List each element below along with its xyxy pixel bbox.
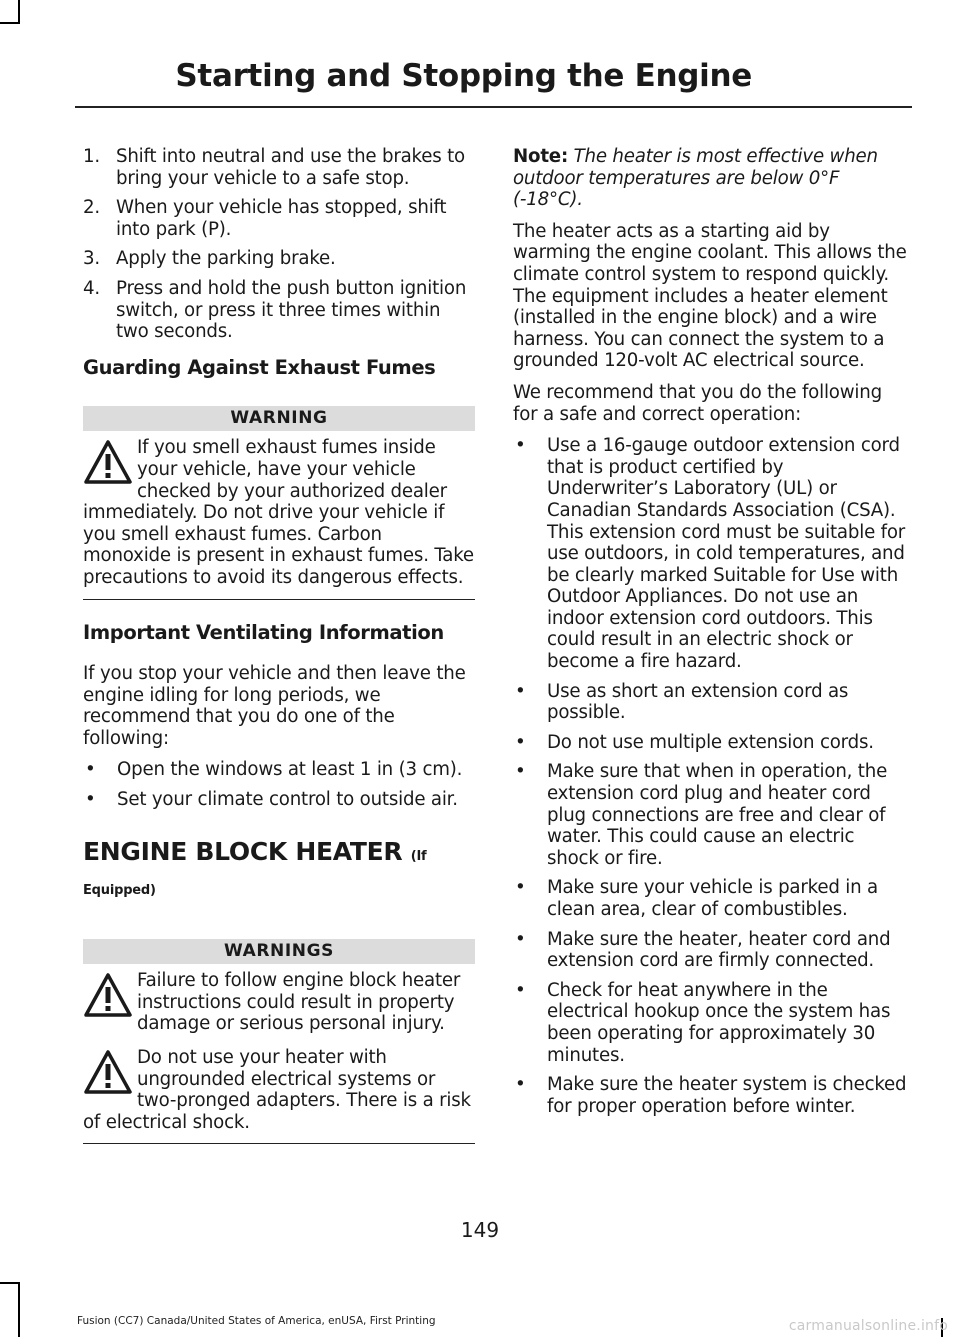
warning-box bbox=[83, 437, 475, 588]
bullet-icon: • bbox=[85, 759, 96, 781]
list-item bbox=[513, 980, 909, 1066]
step-number: 2. bbox=[83, 197, 100, 219]
warning-header: WARNING bbox=[83, 406, 475, 431]
list-item bbox=[83, 146, 475, 189]
heading-qualifier-continued: Equipped) bbox=[83, 882, 156, 898]
warning-divider bbox=[83, 599, 475, 600]
step-number: 1. bbox=[83, 146, 100, 167]
list-item-text: Make sure the heater system is checked for proper operation before winter. bbox=[547, 1074, 907, 1117]
step-text: When your vehicle has stopped, shift into park (P). bbox=[116, 197, 447, 240]
list-item bbox=[513, 877, 909, 920]
heading-text: ENGINE BLOCK HEATER bbox=[83, 836, 403, 866]
bullet-icon: • bbox=[515, 680, 526, 702]
heading-qualifier: (If bbox=[410, 848, 427, 864]
note bbox=[513, 146, 909, 211]
step-number: 3. bbox=[83, 248, 100, 270]
crop-mark bbox=[18, 1282, 20, 1337]
recommendation-intro: We recommend that you do the following for a safe and correct operation: bbox=[513, 381, 882, 425]
ventilating-intro: If you stop your vehicle and then leave the engine idling for long periods, we recommend that you do one of the following: bbox=[83, 663, 466, 749]
ventilating-list bbox=[83, 759, 475, 810]
warning-text: Failure to follow engine block heater instructions could result in property damage or serious personal injury. bbox=[137, 970, 461, 1035]
step-number: 4. bbox=[83, 277, 100, 299]
crop-mark bbox=[18, 0, 20, 24]
list-item-text: Make sure that when in operation, the extension cord plug and heater cord plug connections are free and clear of water. This could cause an electric shock or fire. bbox=[547, 761, 888, 869]
list-item bbox=[83, 248, 475, 270]
stop-steps-list bbox=[83, 146, 475, 343]
warning-box bbox=[83, 970, 475, 1035]
list-item-text: Open the windows at least 1 in (3 cm). bbox=[117, 759, 463, 781]
note-label: Note: bbox=[513, 146, 569, 167]
list-item-text: Use as short an extension cord as possible. bbox=[547, 680, 849, 724]
page-number: 149 bbox=[460, 1218, 500, 1242]
bullet-icon: • bbox=[515, 761, 526, 783]
list-item bbox=[83, 278, 475, 343]
list-item-text: Make sure the heater, heater cord and extension cord are firmly connected. bbox=[547, 928, 891, 972]
warning-divider bbox=[83, 1143, 475, 1144]
note-text: The heater is most effective when outdoor temperatures are below 0°F (-18°C). bbox=[513, 146, 878, 211]
right-column bbox=[513, 146, 909, 1127]
step-text: Press and hold the push button ignition switch, or press it three times within two seconds. bbox=[116, 277, 467, 343]
footer-text: Fusion (CC7) Canada/United States of America, enUSA, First Printing bbox=[77, 1315, 436, 1327]
step-text: Shift into neutral and use the brakes to bring your vehicle to a safe stop. bbox=[116, 146, 465, 189]
list-item bbox=[83, 197, 475, 240]
bullet-icon: • bbox=[515, 877, 526, 899]
bullet-icon: • bbox=[515, 979, 526, 1001]
list-item-text: Make sure your vehicle is parked in a clean area, clear of combustibles. bbox=[547, 877, 878, 920]
warning-triangle-icon bbox=[83, 439, 133, 487]
warning-text: Do not use your heater with ungrounded electrical systems or two-pronged adapters. There is a risk of electrical shock. bbox=[83, 1047, 471, 1133]
watermark: carmanualsonline.info bbox=[788, 1318, 948, 1334]
warning-triangle-icon bbox=[83, 1049, 133, 1097]
list-item-text: Use a 16-gauge outdoor extension cord that is product certified by Underwriter’s Laboratory (UL) or Canadian Standards Association (CSA). This extension cord must be suitable for use outdoors, in cold temperatures, and be clearly marked Suitable for Use with Outdoor Appliances. Do not use an indoor extension cord outdoors. This could result in an electric shock or become a fire hazard. bbox=[547, 435, 906, 673]
list-item bbox=[83, 789, 475, 811]
ventilating-heading: Important Ventilating Information bbox=[83, 620, 444, 644]
bullet-icon: • bbox=[515, 928, 526, 950]
list-item bbox=[513, 732, 909, 754]
page-title: Starting and Stopping the Engine bbox=[175, 58, 752, 94]
list-item-text: Set your climate control to outside air. bbox=[117, 789, 458, 811]
bullet-icon: • bbox=[515, 435, 526, 457]
warning-triangle-icon bbox=[83, 972, 133, 1020]
warnings-header: WARNINGS bbox=[83, 939, 475, 964]
list-item-text: Check for heat anywhere in the electrical hookup once the system has been operating for approximately 30 minutes. bbox=[547, 979, 891, 1066]
list-item bbox=[513, 761, 909, 869]
warning-box bbox=[83, 1045, 475, 1133]
list-item bbox=[513, 681, 909, 724]
step-text: Apply the parking brake. bbox=[116, 248, 336, 270]
heater-description: The heater acts as a starting aid by warming the engine coolant. This allows the climate control system to respond quickly. The equipment includes a heater element (installed in the engine block) and a wire harness. You can connect the system to a grounded 120-volt AC electrical source. bbox=[513, 220, 907, 372]
bullet-icon: • bbox=[85, 789, 96, 811]
heater-recommendations-list bbox=[513, 435, 909, 1117]
list-item bbox=[513, 435, 909, 673]
crop-mark bbox=[0, 22, 20, 24]
bullet-icon: • bbox=[515, 731, 526, 753]
warning-text: If you smell exhaust fumes inside your vehicle, have your vehicle checked by your authorized dealer immediately. Do not drive your vehicle if you smell exhaust fumes. Carbon monoxide is present in exhaust fumes. Take precautions to avoid its dangerous effects. bbox=[83, 437, 474, 588]
crop-mark bbox=[0, 1282, 20, 1284]
list-item bbox=[513, 1074, 909, 1117]
list-item bbox=[513, 929, 909, 972]
list-item bbox=[83, 759, 475, 781]
bullet-icon: • bbox=[515, 1074, 526, 1096]
exhaust-heading: Guarding Against Exhaust Fumes bbox=[83, 355, 436, 379]
list-item-text: Do not use multiple extension cords. bbox=[547, 731, 874, 753]
title-divider bbox=[75, 106, 912, 108]
engine-block-heater-heading bbox=[83, 835, 475, 874]
left-column bbox=[83, 146, 475, 1166]
